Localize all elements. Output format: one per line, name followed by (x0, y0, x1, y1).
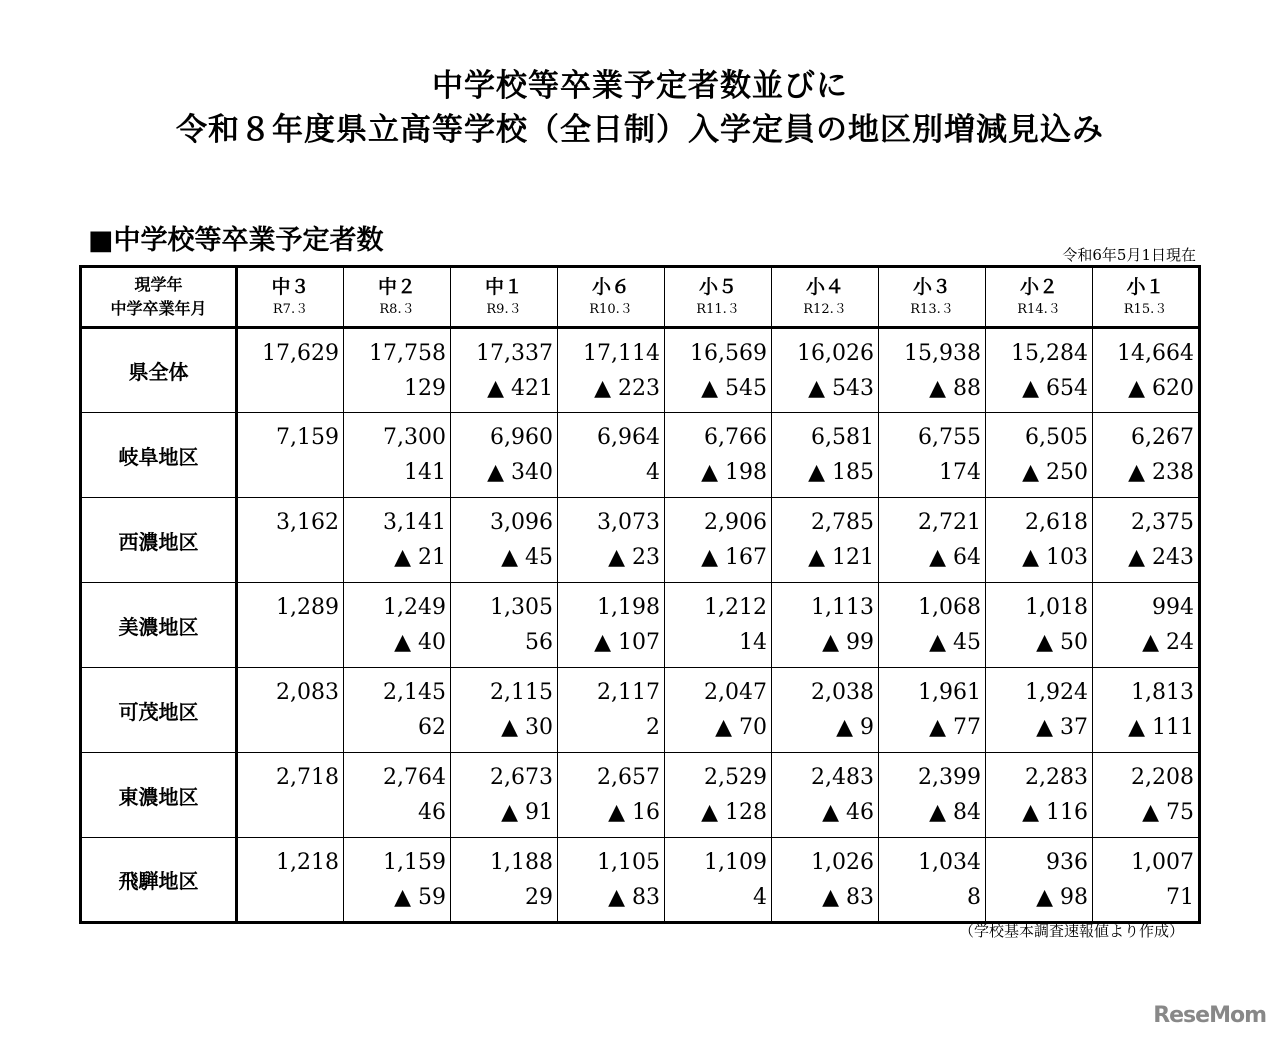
graduate-count: 2,906 (704, 510, 767, 535)
table-cell (237, 328, 344, 413)
year-change (238, 371, 343, 407)
year-change: ▲ 111 (1128, 715, 1194, 740)
year-change: ▲ 238 (1128, 460, 1194, 485)
year-change (238, 795, 343, 831)
year-change: ▲ 545 (701, 376, 767, 401)
graduate-count: 2,785 (811, 510, 874, 535)
table-cell (237, 413, 344, 498)
header-year: R10.３ (589, 302, 633, 317)
table-cell (986, 413, 1093, 498)
graduate-count: 2,375 (1131, 510, 1194, 535)
year-change: ▲ 70 (715, 715, 767, 740)
table-cell (879, 328, 986, 413)
table-cell (451, 753, 558, 838)
year-change (238, 710, 343, 746)
year-change: ▲ 83 (822, 885, 874, 910)
table-row (81, 668, 1200, 753)
graduate-count: 14,664 (1117, 341, 1194, 366)
table-cell (986, 668, 1093, 753)
table-cell (344, 328, 451, 413)
year-change: ▲ 23 (608, 545, 660, 570)
year-change: 4 (753, 885, 767, 910)
header-grade: 中１ (484, 276, 523, 298)
table-cell (879, 583, 986, 668)
year-change: ▲ 654 (1022, 376, 1088, 401)
graduate-count: 6,964 (597, 425, 660, 450)
table-cell (986, 583, 1093, 668)
table-cell (558, 498, 665, 583)
table-cell (237, 498, 344, 583)
year-change: 8 (967, 885, 981, 910)
year-change: 129 (404, 376, 446, 401)
graduate-count: 1,249 (383, 595, 446, 620)
graduate-count: 1,109 (704, 850, 767, 875)
year-change: 141 (404, 460, 446, 485)
year-change: ▲ 543 (808, 376, 874, 401)
year-change: ▲ 243 (1128, 545, 1194, 570)
header-label-cell (81, 267, 237, 328)
table-body (81, 328, 1200, 923)
year-change: ▲ 91 (501, 800, 553, 825)
year-change: 4 (646, 460, 660, 485)
table-row (81, 498, 1200, 583)
table-cell (986, 753, 1093, 838)
table-cell (451, 413, 558, 498)
header-column (451, 267, 558, 328)
graduate-count: 2,145 (383, 680, 446, 705)
table-cell (237, 668, 344, 753)
region-label: 美濃地区 (81, 583, 237, 668)
table-cell (879, 668, 986, 753)
table-cell (1093, 753, 1200, 838)
year-change: ▲ 340 (487, 460, 553, 485)
year-change: ▲ 37 (1036, 715, 1088, 740)
year-change: ▲ 88 (929, 376, 981, 401)
table-cell (344, 668, 451, 753)
header-year: R8.３ (379, 302, 415, 317)
graduate-count: 2,718 (276, 765, 339, 790)
year-change: 71 (1166, 885, 1194, 910)
graduate-count: 1,813 (1131, 680, 1194, 705)
year-change: ▲ 45 (501, 545, 553, 570)
header-year: R12.３ (803, 302, 847, 317)
header-year: R7.３ (272, 302, 309, 317)
table-cell (772, 328, 879, 413)
region-label: 可茂地区 (81, 668, 237, 753)
table-cell (879, 753, 986, 838)
header-column (344, 267, 451, 328)
year-change: ▲ 50 (1036, 630, 1088, 655)
table-cell (879, 838, 986, 923)
year-change: ▲ 99 (822, 630, 874, 655)
graduate-count: 17,114 (583, 341, 660, 366)
graduate-count: 3,096 (490, 510, 553, 535)
header-year: R9.３ (486, 302, 522, 317)
graduate-count: 6,505 (1025, 425, 1088, 450)
year-change: ▲ 75 (1142, 800, 1194, 825)
section-title: ■中学校等卒業予定者数 (88, 225, 384, 256)
graduate-count: 6,755 (918, 425, 981, 450)
region-label: 飛騨地区 (81, 838, 237, 923)
year-change: ▲ 24 (1142, 630, 1194, 655)
table-cell (1093, 413, 1200, 498)
table-cell (558, 583, 665, 668)
table-cell (665, 413, 772, 498)
table-cell (237, 753, 344, 838)
year-change: 174 (939, 460, 981, 485)
year-change: ▲ 16 (608, 800, 660, 825)
table-cell (772, 498, 879, 583)
graduate-count: 1,034 (918, 850, 981, 875)
graduate-count: 936 (1046, 850, 1088, 875)
year-change (238, 625, 343, 661)
page-title-line2: 令和８年度県立高等学校（全日制）入学定員の地区別増減見込み (176, 112, 1104, 148)
table-cell (1093, 583, 1200, 668)
graduate-count: 6,960 (490, 425, 553, 450)
graduate-count: 16,569 (690, 341, 767, 366)
watermark-logo: ReseMom (1153, 1003, 1266, 1028)
as-of-date: 令和6年5月1日現在 (1062, 246, 1196, 264)
header-grade: 小２ (1019, 276, 1058, 298)
header-year: R11.３ (696, 302, 740, 317)
table-cell (344, 583, 451, 668)
graduate-count: 1,007 (1131, 850, 1194, 875)
year-change: ▲ 121 (808, 545, 874, 570)
year-change (238, 455, 343, 491)
year-change: ▲ 9 (836, 715, 874, 740)
table-cell (772, 668, 879, 753)
graduate-count: 17,629 (262, 341, 339, 366)
graduate-count: 2,721 (918, 510, 981, 535)
table-cell (1093, 328, 1200, 413)
table-cell (1093, 498, 1200, 583)
table-cell (451, 328, 558, 413)
header-year: R13.３ (910, 302, 954, 317)
graduate-count: 15,284 (1011, 341, 1088, 366)
year-change: ▲ 185 (808, 460, 874, 485)
table-cell (558, 753, 665, 838)
source-note: （学校基本調査速報値より作成） (958, 922, 1184, 940)
graduate-count: 2,483 (811, 765, 874, 790)
year-change: ▲ 116 (1022, 800, 1088, 825)
header-grade: 小１ (1126, 276, 1165, 298)
graduate-count: 1,218 (276, 850, 339, 875)
year-change: ▲ 64 (929, 545, 981, 570)
graduate-count: 2,083 (276, 680, 339, 705)
table-cell (772, 838, 879, 923)
year-change: 29 (525, 885, 553, 910)
graduate-count: 1,212 (704, 595, 767, 620)
graduate-count: 2,399 (918, 765, 981, 790)
graduate-count: 2,208 (1131, 765, 1194, 790)
graduate-count: 1,961 (918, 680, 981, 705)
table-cell (772, 753, 879, 838)
year-change: ▲ 83 (608, 885, 660, 910)
graduate-count: 1,159 (383, 850, 446, 875)
graduate-count: 2,618 (1025, 510, 1088, 535)
table-cell (665, 838, 772, 923)
table-cell (665, 668, 772, 753)
page-title-line1: 中学校等卒業予定者数並びに (432, 68, 848, 104)
graduate-count: 3,162 (276, 510, 339, 535)
graduate-count: 16,026 (797, 341, 874, 366)
table-cell (558, 413, 665, 498)
year-change: ▲ 107 (594, 630, 660, 655)
year-change: ▲ 40 (394, 630, 446, 655)
year-change: ▲ 128 (701, 800, 767, 825)
table-cell (665, 498, 772, 583)
header-column (879, 267, 986, 328)
year-change: ▲ 250 (1022, 460, 1088, 485)
year-change: ▲ 21 (394, 545, 446, 570)
table-cell (344, 753, 451, 838)
year-change: ▲ 77 (929, 715, 981, 740)
graduate-count: 1,105 (597, 850, 660, 875)
table-cell (665, 753, 772, 838)
region-label: 西濃地区 (81, 498, 237, 583)
graduates-table (79, 265, 1201, 924)
header-label-bottom: 中学卒業年月 (110, 299, 207, 318)
header-column (986, 267, 1093, 328)
header-column (237, 267, 344, 328)
graduate-count: 1,305 (490, 595, 553, 620)
year-change (238, 540, 343, 576)
graduate-count: 6,766 (704, 425, 767, 450)
graduate-count: 1,026 (811, 850, 874, 875)
header-row (81, 267, 1200, 328)
year-change: ▲ 30 (501, 715, 553, 740)
table-row (81, 413, 1200, 498)
graduate-count: 2,673 (490, 765, 553, 790)
header-grade: 小６ (591, 276, 630, 298)
graduate-count: 17,337 (476, 341, 553, 366)
year-change: ▲ 59 (394, 885, 446, 910)
year-change: ▲ 167 (701, 545, 767, 570)
header-year: R15.３ (1123, 302, 1168, 317)
table-cell (558, 328, 665, 413)
year-change: ▲ 103 (1022, 545, 1088, 570)
table-cell (451, 668, 558, 753)
graduate-count: 1,018 (1025, 595, 1088, 620)
table-cell (237, 583, 344, 668)
table-cell (986, 498, 1093, 583)
graduate-count: 2,117 (597, 680, 660, 705)
table-cell (665, 583, 772, 668)
table-cell (879, 413, 986, 498)
year-change: ▲ 223 (594, 376, 660, 401)
graduate-count: 2,764 (383, 765, 446, 790)
graduate-count: 1,198 (597, 595, 660, 620)
year-change: 14 (739, 630, 767, 655)
table-cell (237, 838, 344, 923)
table-cell (879, 498, 986, 583)
graduate-count: 6,267 (1131, 425, 1194, 450)
region-label: 岐阜地区 (81, 413, 237, 498)
table-cell (1093, 838, 1200, 923)
year-change: ▲ 46 (822, 800, 874, 825)
table-cell (558, 668, 665, 753)
table-row (81, 753, 1200, 838)
graduate-count: 6,581 (811, 425, 874, 450)
graduate-count: 2,047 (704, 680, 767, 705)
table-cell (772, 413, 879, 498)
year-change: 56 (525, 630, 553, 655)
graduate-count: 3,141 (383, 510, 446, 535)
table-cell (451, 838, 558, 923)
header-column (665, 267, 772, 328)
graduate-count: 1,188 (490, 850, 553, 875)
table-cell (558, 838, 665, 923)
header-grade: 中３ (271, 276, 310, 298)
table-row (81, 583, 1200, 668)
year-change: ▲ 84 (929, 800, 981, 825)
year-change: ▲ 98 (1036, 885, 1088, 910)
header-grade: 小３ (912, 276, 951, 298)
table-row (81, 838, 1200, 923)
table-cell (986, 328, 1093, 413)
graduate-count: 7,300 (383, 425, 446, 450)
graduate-count: 2,657 (597, 765, 660, 790)
table-row (81, 328, 1200, 413)
header-column (558, 267, 665, 328)
year-change (238, 880, 343, 916)
table-cell (344, 838, 451, 923)
region-label: 東濃地区 (81, 753, 237, 838)
graduate-count: 2,529 (704, 765, 767, 790)
graduate-count: 7,159 (276, 425, 339, 450)
graduate-count: 2,115 (490, 680, 553, 705)
graduate-count: 17,758 (369, 341, 446, 366)
year-change: ▲ 620 (1128, 376, 1194, 401)
table-cell (772, 583, 879, 668)
header-grade: 小４ (805, 276, 844, 298)
graduate-count: 15,938 (904, 341, 981, 366)
table-cell (1093, 668, 1200, 753)
year-change: ▲ 45 (929, 630, 981, 655)
year-change: ▲ 198 (701, 460, 767, 485)
header-grade: 中２ (377, 276, 416, 298)
table-cell (665, 328, 772, 413)
year-change: ▲ 421 (487, 376, 553, 401)
header-grade: 小５ (698, 276, 737, 298)
graduate-count: 1,068 (918, 595, 981, 620)
year-change: 46 (418, 800, 446, 825)
header-year: R14.３ (1017, 302, 1061, 317)
table-cell (344, 498, 451, 583)
graduate-count: 2,283 (1025, 765, 1088, 790)
graduate-count: 1,924 (1025, 680, 1088, 705)
header-column (1093, 267, 1200, 328)
graduate-count: 1,289 (276, 595, 339, 620)
graduate-count: 994 (1152, 595, 1194, 620)
region-label: 県全体 (81, 328, 237, 413)
header-column (772, 267, 879, 328)
table-cell (344, 413, 451, 498)
graduate-count: 1,113 (811, 595, 874, 620)
header-label-top: 現学年 (134, 275, 183, 294)
table-cell (986, 838, 1093, 923)
table-cell (451, 498, 558, 583)
year-change: 2 (646, 715, 660, 740)
year-change: 62 (418, 715, 446, 740)
graduate-count: 2,038 (811, 680, 874, 705)
table-cell (451, 583, 558, 668)
graduate-count: 3,073 (597, 510, 660, 535)
